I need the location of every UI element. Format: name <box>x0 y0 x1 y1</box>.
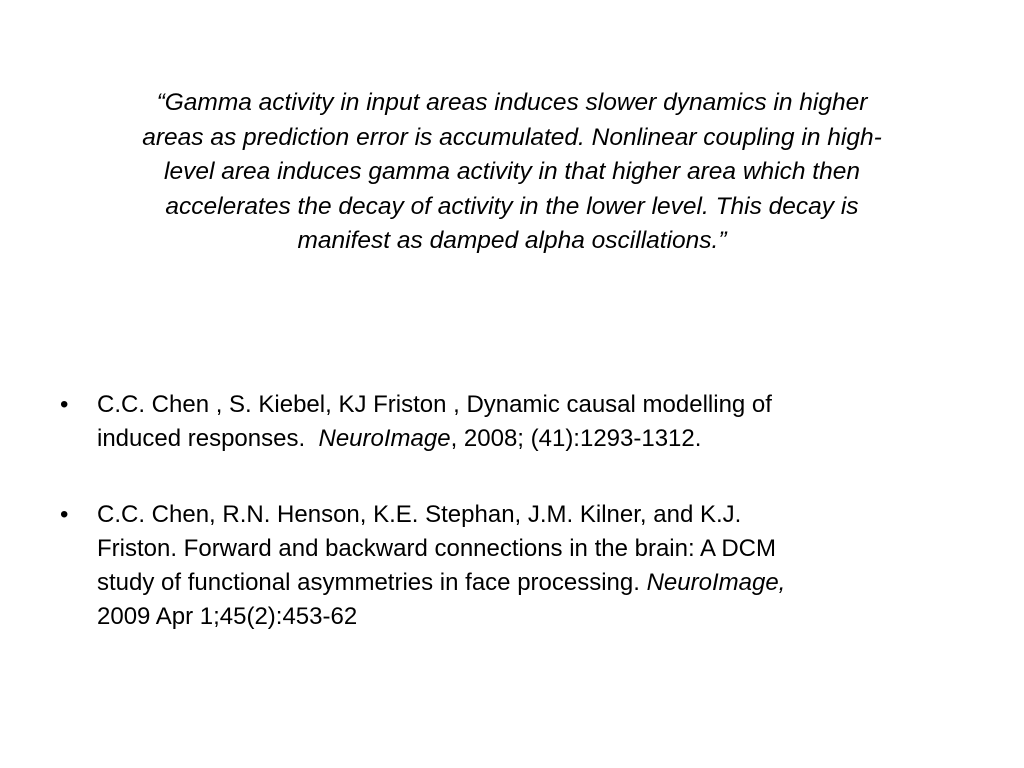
journal-name: NeuroImage <box>318 425 451 452</box>
bullet-icon: • <box>60 391 69 418</box>
reference-item <box>60 498 960 634</box>
reference-text: C.C. Chen , S. Kiebel, KJ Friston , Dynamic causal modelling of <box>97 391 772 418</box>
reference-text-line <box>97 422 960 456</box>
reference-item <box>60 388 960 456</box>
quote-line: accelerates the decay of activity in the lower level. This decay is <box>165 192 859 220</box>
reference-text-line <box>97 566 960 600</box>
reference-text: induced responses. <box>97 425 319 452</box>
quote-line: “Gamma activity in input areas induces slower dynamics in higher <box>156 89 868 116</box>
reference-list <box>60 388 960 634</box>
quote-line: level area induces gamma activity in that higher area which then <box>164 158 860 185</box>
quote-block <box>82 86 942 259</box>
bullet-icon: • <box>60 501 69 528</box>
reference-text: study of functional asymmetries in face processing. <box>97 569 647 596</box>
reference-text: 2009 Apr 1;45(2):453-62 <box>97 603 358 630</box>
reference-text: C.C. Chen, R.N. Henson, K.E. Stephan, J.M. Kilner, and K.J. <box>97 501 742 528</box>
journal-name: NeuroImage, <box>646 569 786 596</box>
reference-text: Friston. Forward and backward connections in the brain: A DCM <box>97 535 776 562</box>
quote-line: manifest as damped alpha oscillations.” <box>297 227 727 254</box>
reference-text: , 2008; (41):1293-1312. <box>450 425 702 452</box>
quote-line: areas as prediction error is accumulated. Nonlinear coupling in high- <box>142 123 882 151</box>
